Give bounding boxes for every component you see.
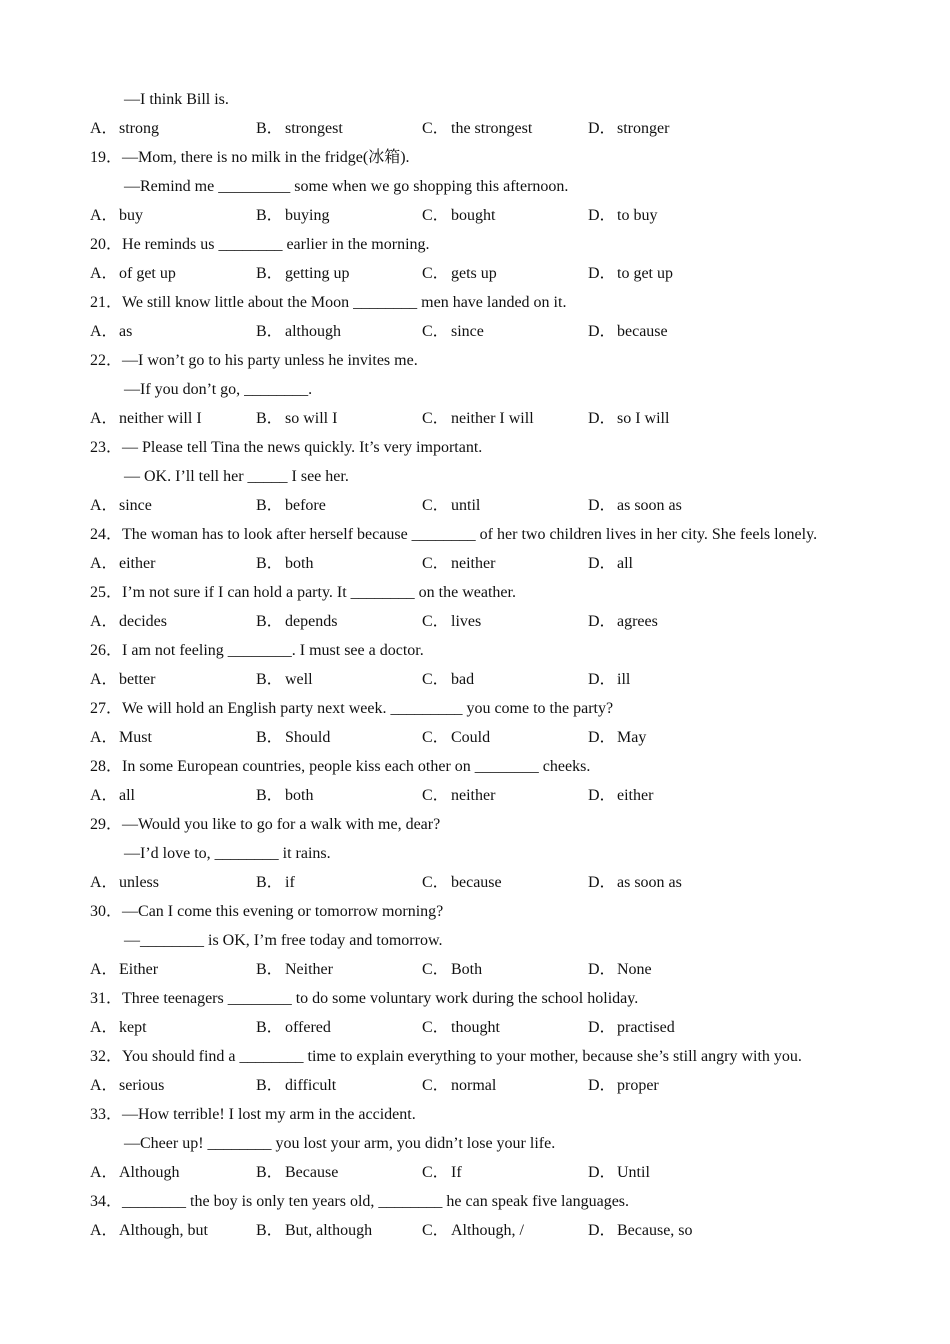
option-text: so will I — [285, 410, 338, 427]
option-letter: A． — [90, 729, 118, 746]
option-letter: B． — [256, 323, 283, 340]
option-letter: B． — [256, 1077, 283, 1094]
option-text: agrees — [617, 613, 658, 630]
option-text: bad — [451, 671, 475, 688]
option-letter: D． — [588, 613, 616, 630]
option-text: Neither — [285, 961, 333, 978]
option-b[interactable] — [256, 263, 349, 285]
option-letter: B． — [256, 1222, 283, 1239]
dialogue-line: —Remind me _________ some when we go shopping this afternoon. — [124, 178, 569, 195]
option-letter: D． — [588, 555, 616, 572]
answer-options — [90, 611, 890, 633]
option-text: lives — [451, 613, 482, 630]
option-b[interactable] — [256, 495, 326, 517]
option-c[interactable] — [422, 1162, 462, 1184]
option-letter: C． — [422, 207, 449, 224]
option-c[interactable] — [422, 495, 480, 517]
option-b[interactable] — [256, 1075, 336, 1097]
option-c[interactable] — [422, 785, 495, 807]
option-letter: B． — [256, 874, 283, 891]
option-text: bought — [451, 207, 496, 224]
option-letter: D． — [588, 787, 616, 804]
answer-options — [90, 205, 890, 227]
answer-options — [90, 1220, 890, 1242]
option-a[interactable] — [90, 553, 155, 575]
question-number: 23． — [90, 439, 123, 456]
option-letter: B． — [256, 787, 283, 804]
option-d[interactable] — [588, 1162, 650, 1184]
option-text: proper — [617, 1077, 659, 1094]
option-text: since — [119, 497, 152, 514]
question-stem — [90, 292, 566, 314]
option-text: all — [617, 555, 633, 572]
question-stem — [90, 147, 410, 169]
option-text: Should — [285, 729, 331, 746]
option-c[interactable] — [422, 611, 481, 633]
option-text: Either — [119, 961, 159, 978]
option-letter: D． — [588, 323, 616, 340]
answer-options — [90, 959, 890, 981]
option-letter: D． — [588, 1077, 616, 1094]
option-letter: C． — [422, 120, 449, 137]
question-text: —I won’t go to his party unless he invites me. — [122, 352, 418, 369]
option-text: stronger — [617, 120, 670, 137]
question-stem — [90, 350, 418, 372]
question-text: — Please tell Tina the news quickly. It’s very important. — [122, 439, 483, 456]
question-number: 30． — [90, 903, 123, 920]
answer-options — [90, 553, 890, 575]
option-text: gets up — [451, 265, 497, 282]
option-a[interactable] — [90, 1075, 164, 1097]
option-a[interactable] — [90, 611, 167, 633]
option-text: getting up — [285, 265, 350, 282]
option-letter: A． — [90, 207, 118, 224]
dialogue-line: —________ is OK, I’m free today and tomorrow. — [124, 932, 443, 949]
option-a[interactable] — [90, 959, 158, 981]
option-a[interactable] — [90, 1220, 208, 1242]
option-text: all — [119, 787, 135, 804]
option-b[interactable] — [256, 408, 337, 430]
option-letter: C． — [422, 265, 449, 282]
option-text: before — [285, 497, 326, 514]
question-stem — [90, 901, 443, 923]
option-letter: D． — [588, 120, 616, 137]
option-text: either — [119, 555, 156, 572]
option-a[interactable] — [90, 408, 202, 430]
question-number: 32． — [90, 1048, 123, 1065]
question-number: 19． — [90, 149, 123, 166]
option-d[interactable] — [588, 118, 669, 140]
option-text: since — [451, 323, 484, 340]
option-a[interactable] — [90, 321, 132, 343]
option-text: as — [119, 323, 133, 340]
option-a[interactable] — [90, 872, 159, 894]
option-b[interactable] — [256, 118, 343, 140]
option-text: May — [617, 729, 647, 746]
option-b[interactable] — [256, 205, 329, 227]
option-c[interactable] — [422, 669, 474, 691]
option-c[interactable] — [422, 118, 532, 140]
option-letter: D． — [588, 207, 616, 224]
option-c[interactable] — [422, 321, 484, 343]
option-text: Because, so — [617, 1222, 693, 1239]
option-letter: D． — [588, 265, 616, 282]
question-text: We still know little about the Moon ________ men have landed on it. — [122, 294, 567, 311]
option-letter: C． — [422, 323, 449, 340]
option-letter: D． — [588, 874, 616, 891]
question-number: 27． — [90, 700, 123, 717]
answer-options — [90, 872, 890, 894]
option-letter: B． — [256, 1164, 283, 1181]
answer-options — [90, 785, 890, 807]
option-d[interactable] — [588, 205, 657, 227]
option-letter: B． — [256, 497, 283, 514]
question-text: In some European countries, people kiss each other on ________ cheeks. — [122, 758, 591, 775]
option-letter: C． — [422, 410, 449, 427]
option-c[interactable] — [422, 205, 495, 227]
option-text: so I will — [617, 410, 670, 427]
dialogue-line: — OK. I’ll tell her _____ I see her. — [124, 468, 349, 485]
answer-options — [90, 408, 890, 430]
option-letter: A． — [90, 1019, 118, 1036]
option-b[interactable] — [256, 727, 330, 749]
question-text: I’m not sure if I can hold a party. It ________ on the weather. — [122, 584, 516, 601]
option-text: difficult — [285, 1077, 337, 1094]
option-c[interactable] — [422, 872, 502, 894]
question-text: I am not feeling ________. I must see a doctor. — [122, 642, 424, 659]
option-text: But, although — [285, 1222, 373, 1239]
option-letter: A． — [90, 961, 118, 978]
question-text: He reminds us ________ earlier in the morning. — [122, 236, 430, 253]
option-letter: B． — [256, 729, 283, 746]
option-letter: C． — [422, 555, 449, 572]
answer-options — [90, 263, 890, 285]
option-c[interactable] — [422, 959, 482, 981]
option-letter: B． — [256, 207, 283, 224]
option-letter: B． — [256, 961, 283, 978]
dialogue-line: —I think Bill is. — [124, 91, 229, 108]
option-text: practised — [617, 1019, 675, 1036]
option-letter: A． — [90, 1077, 118, 1094]
option-text: Although — [119, 1164, 180, 1181]
option-text: to buy — [617, 207, 658, 224]
option-text: Although, but — [119, 1222, 208, 1239]
option-text: buy — [119, 207, 143, 224]
option-letter: C． — [422, 961, 449, 978]
option-letter: B． — [256, 613, 283, 630]
option-text: neither — [451, 555, 496, 572]
question-text: The woman has to look after herself because ________ of her two children lives in her city. She feels lonely. — [122, 526, 818, 543]
option-letter: D． — [588, 497, 616, 514]
option-b[interactable] — [256, 872, 295, 894]
question-number: 29． — [90, 816, 123, 833]
option-letter: D． — [588, 410, 616, 427]
option-a[interactable] — [90, 785, 135, 807]
option-letter: B． — [256, 671, 283, 688]
option-c[interactable] — [422, 1220, 524, 1242]
question-number: 34． — [90, 1193, 123, 1210]
question-number: 20． — [90, 236, 123, 253]
option-text: both — [285, 555, 314, 572]
option-a[interactable] — [90, 205, 143, 227]
option-text: both — [285, 787, 314, 804]
option-d[interactable] — [588, 321, 668, 343]
option-text: until — [451, 497, 481, 514]
option-b[interactable] — [256, 1162, 338, 1184]
option-d[interactable] — [588, 1075, 659, 1097]
question-stem — [90, 814, 440, 836]
option-d[interactable] — [588, 408, 669, 430]
question-stem — [90, 1191, 629, 1213]
option-d[interactable] — [588, 1017, 675, 1039]
option-text: because — [451, 874, 502, 891]
question-number: 24． — [90, 526, 123, 543]
answer-options — [90, 727, 890, 749]
question-stem — [90, 582, 516, 604]
option-d[interactable] — [588, 872, 682, 894]
option-text: neither I will — [451, 410, 534, 427]
option-d[interactable] — [588, 611, 658, 633]
option-text: If — [451, 1164, 462, 1181]
answer-options — [90, 1162, 890, 1184]
option-d[interactable] — [588, 959, 652, 981]
dialogue-line: —Cheer up! ________ you lost your arm, you didn’t lose your life. — [124, 1135, 556, 1152]
option-text: better — [119, 671, 156, 688]
option-d[interactable] — [588, 727, 646, 749]
answer-options — [90, 669, 890, 691]
option-b[interactable] — [256, 553, 313, 575]
option-text: thought — [451, 1019, 500, 1036]
option-b[interactable] — [256, 611, 337, 633]
option-letter: A． — [90, 410, 118, 427]
option-b[interactable] — [256, 959, 333, 981]
option-b[interactable] — [256, 321, 341, 343]
option-d[interactable] — [588, 263, 673, 285]
question-stem — [90, 640, 424, 662]
option-text: normal — [451, 1077, 497, 1094]
option-text: as soon as — [617, 497, 682, 514]
option-c[interactable] — [422, 1075, 496, 1097]
option-b[interactable] — [256, 1017, 331, 1039]
question-text: Three teenagers ________ to do some voluntary work during the school holiday. — [122, 990, 639, 1007]
option-letter: A． — [90, 787, 118, 804]
question-stem — [90, 1104, 416, 1126]
question-text: We will hold an English party next week. _________ you come to the party? — [122, 700, 614, 717]
option-a[interactable] — [90, 727, 152, 749]
question-stem — [90, 698, 613, 720]
question-text: —How terrible! I lost my arm in the accident. — [122, 1106, 416, 1123]
question-stem — [90, 988, 638, 1010]
option-letter: D． — [588, 729, 616, 746]
question-number: 26． — [90, 642, 123, 659]
option-text: decides — [119, 613, 167, 630]
option-text: the strongest — [451, 120, 533, 137]
option-b[interactable] — [256, 669, 313, 691]
option-letter: C． — [422, 729, 449, 746]
option-text: Although, / — [451, 1222, 524, 1239]
option-letter: B． — [256, 410, 283, 427]
option-text: neither will I — [119, 410, 202, 427]
option-text: kept — [119, 1019, 147, 1036]
answer-options — [90, 1075, 890, 1097]
option-letter: C． — [422, 1164, 449, 1181]
question-text: —Mom, there is no milk in the fridge(冰箱). — [122, 149, 410, 166]
option-d[interactable] — [588, 1220, 693, 1242]
option-letter: D． — [588, 1222, 616, 1239]
question-text: You should find a ________ time to explain everything to your mother, because she’s still angry with you. — [122, 1048, 802, 1065]
question-stem — [90, 234, 430, 256]
option-text: as soon as — [617, 874, 682, 891]
option-a[interactable] — [90, 1017, 147, 1039]
option-letter: A． — [90, 323, 118, 340]
option-letter: C． — [422, 613, 449, 630]
option-letter: A． — [90, 120, 118, 137]
option-b[interactable] — [256, 1220, 372, 1242]
dialogue-line: —If you don’t go, ________. — [124, 381, 313, 398]
option-d[interactable] — [588, 785, 653, 807]
question-number: 28． — [90, 758, 123, 775]
option-c[interactable] — [422, 263, 497, 285]
option-d[interactable] — [588, 669, 630, 691]
option-c[interactable] — [422, 553, 495, 575]
option-letter: C． — [422, 497, 449, 514]
answer-options — [90, 1017, 890, 1039]
option-letter: C． — [422, 1077, 449, 1094]
option-text: serious — [119, 1077, 165, 1094]
option-c[interactable] — [422, 408, 534, 430]
option-a[interactable] — [90, 263, 176, 285]
option-text: neither — [451, 787, 496, 804]
option-letter: C． — [422, 1222, 449, 1239]
option-c[interactable] — [422, 1017, 500, 1039]
option-text: because — [617, 323, 668, 340]
option-text: Until — [617, 1164, 650, 1181]
option-text: Must — [119, 729, 152, 746]
answer-options — [90, 321, 890, 343]
option-text: ill — [617, 671, 631, 688]
dialogue-line: —I’d love to, ________ it rains. — [124, 845, 331, 862]
question-text: ________ the boy is only ten years old, ________ he can speak five languages. — [122, 1193, 630, 1210]
option-letter: B． — [256, 265, 283, 282]
option-letter: D． — [588, 1164, 616, 1181]
option-letter: C． — [422, 787, 449, 804]
option-text: if — [285, 874, 295, 891]
option-letter: B． — [256, 1019, 283, 1036]
question-text: —Would you like to go for a walk with me, dear? — [122, 816, 441, 833]
option-letter: A． — [90, 1164, 118, 1181]
question-stem — [90, 437, 482, 459]
option-a[interactable] — [90, 118, 159, 140]
option-text: Could — [451, 729, 491, 746]
option-a[interactable] — [90, 1162, 179, 1184]
option-letter: A． — [90, 265, 118, 282]
option-b[interactable] — [256, 785, 313, 807]
question-stem — [90, 1046, 802, 1068]
option-d[interactable] — [588, 495, 682, 517]
question-stem — [90, 524, 817, 546]
option-text: offered — [285, 1019, 331, 1036]
option-text: None — [617, 961, 652, 978]
option-text: Both — [451, 961, 483, 978]
option-c[interactable] — [422, 727, 490, 749]
question-number: 33． — [90, 1106, 123, 1123]
option-letter: A． — [90, 555, 118, 572]
option-a[interactable] — [90, 669, 155, 691]
option-text: well — [285, 671, 313, 688]
option-letter: B． — [256, 120, 283, 137]
option-letter: C． — [422, 874, 449, 891]
option-letter: B． — [256, 555, 283, 572]
question-number: 21． — [90, 294, 123, 311]
option-text: Because — [285, 1164, 339, 1181]
option-text: of get up — [119, 265, 176, 282]
option-text: strong — [119, 120, 159, 137]
question-number: 25． — [90, 584, 123, 601]
option-letter: C． — [422, 671, 449, 688]
option-text: although — [285, 323, 341, 340]
option-a[interactable] — [90, 495, 152, 517]
answer-options — [90, 495, 890, 517]
option-letter: A． — [90, 497, 118, 514]
option-letter: D． — [588, 1019, 616, 1036]
question-number: 31． — [90, 990, 123, 1007]
option-letter: A． — [90, 671, 118, 688]
option-letter: D． — [588, 671, 616, 688]
option-text: strongest — [285, 120, 343, 137]
option-text: to get up — [617, 265, 673, 282]
option-text: either — [617, 787, 654, 804]
question-text: —Can I come this evening or tomorrow morning? — [122, 903, 444, 920]
option-letter: A． — [90, 874, 118, 891]
option-text: buying — [285, 207, 330, 224]
option-letter: C． — [422, 1019, 449, 1036]
option-letter: A． — [90, 613, 118, 630]
option-d[interactable] — [588, 553, 633, 575]
question-stem — [90, 756, 590, 778]
question-number: 22． — [90, 352, 123, 369]
option-letter: D． — [588, 961, 616, 978]
option-text: unless — [119, 874, 159, 891]
option-text: depends — [285, 613, 338, 630]
option-letter: A． — [90, 1222, 118, 1239]
answer-options — [90, 118, 890, 140]
